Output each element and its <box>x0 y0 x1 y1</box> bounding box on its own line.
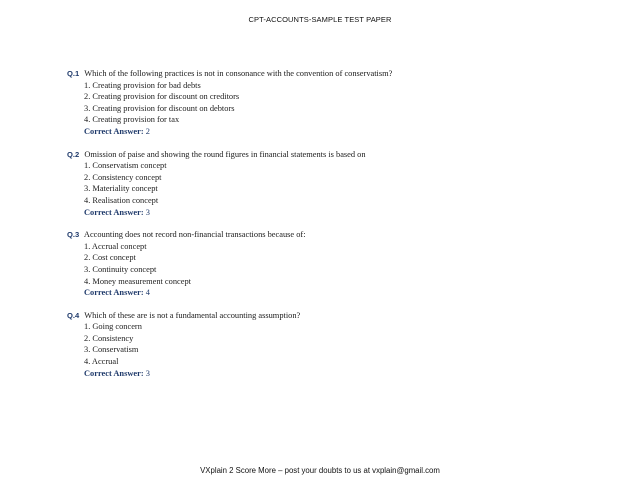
option-item: 3. Conservatism <box>84 345 139 355</box>
option-item: 2. Consistency concept <box>84 172 162 182</box>
page-footer: VXplain 2 Score More – post your doubts to us at vxplain@gmail.com <box>200 466 440 475</box>
correct-answer-label: Correct Answer: <box>84 126 144 136</box>
question-block <box>67 310 587 380</box>
option-item: 4. Money measurement concept <box>84 276 191 286</box>
correct-answer-value: 4 <box>145 288 150 298</box>
page-title: CPT-ACCOUNTS-SAMPLE TEST PAPER <box>248 15 392 24</box>
option-item: 2. Consistency <box>84 333 134 343</box>
option-item: 3. Continuity concept <box>84 264 157 274</box>
correct-answer-value: 3 <box>145 368 150 378</box>
option-item: 4. Creating provision for tax <box>84 115 180 125</box>
option-item: 3. Materiality concept <box>84 184 158 194</box>
option-item: 1. Accrual concept <box>84 241 147 251</box>
option-list <box>67 241 587 287</box>
question-line <box>67 68 587 80</box>
correct-answer-value: 2 <box>145 126 150 136</box>
question-number: Q.1 <box>67 69 80 78</box>
question-number: Q.2 <box>67 149 80 159</box>
option-item: 3. Creating provision for discount on debtors <box>84 103 235 113</box>
option-list <box>67 160 587 206</box>
question-block <box>67 149 587 219</box>
question-number: Q.4 <box>67 310 80 320</box>
option-item: 2. Cost concept <box>84 253 136 263</box>
correct-answer <box>67 207 587 219</box>
option-item: 4. Realisation concept <box>84 195 159 205</box>
option-item: 2. Creating provision for discount on creditors <box>84 92 240 102</box>
option-list <box>67 80 587 126</box>
question-text: Which of these are is not a fundamental accounting assumption? <box>84 310 301 320</box>
question-block <box>67 229 587 299</box>
question-number: Q.3 <box>67 230 80 240</box>
question-line <box>67 229 587 241</box>
option-item: 1. Creating provision for bad debts <box>84 80 201 90</box>
question-text: Which of the following practices is not in consonance with the convention of conservatism? <box>84 69 393 78</box>
option-item: 1. Conservatism concept <box>84 161 167 171</box>
correct-answer-label: Correct Answer: <box>84 288 144 298</box>
question-block <box>67 68 587 138</box>
correct-answer <box>67 126 587 138</box>
correct-answer <box>67 368 587 380</box>
correct-answer-label: Correct Answer: <box>84 207 144 217</box>
correct-answer <box>67 287 587 299</box>
question-line <box>67 149 587 161</box>
question-list <box>67 68 587 390</box>
option-item: 1. Going concern <box>84 322 142 332</box>
correct-answer-value: 3 <box>145 207 150 217</box>
question-text: Omission of paise and showing the round figures in financial statements is based on <box>84 149 366 159</box>
option-list <box>67 321 587 367</box>
question-text: Accounting does not record non-financial transactions because of: <box>83 230 306 240</box>
question-line <box>67 310 587 322</box>
correct-answer-label: Correct Answer: <box>84 368 144 378</box>
option-item: 4. Accrual <box>84 357 119 367</box>
